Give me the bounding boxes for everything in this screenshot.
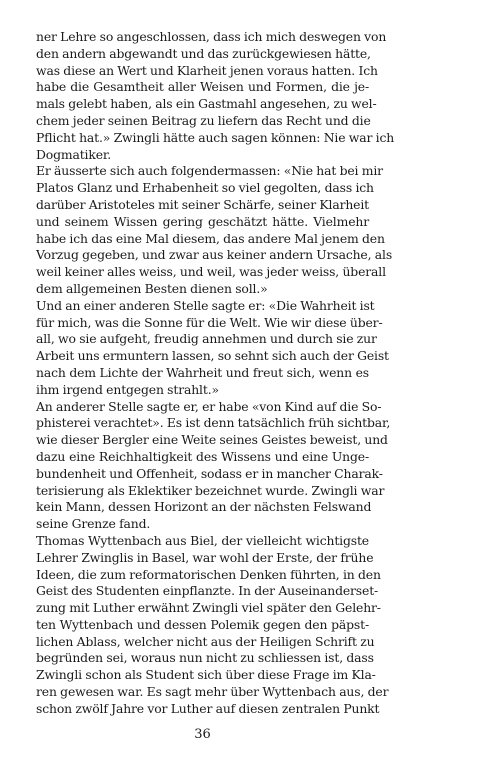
text-line: nach dem Lichte der Wahrheit und freut sich, wenn es <box>36 364 369 380</box>
text-line: Er äusserte sich auch folgendermassen: «Nie hat bei mir <box>36 163 383 179</box>
page-number: 36 <box>194 727 211 742</box>
text-line: seine Grenze fand. <box>36 516 151 532</box>
text-line: ten Wyttenbach und dessen Polemik gegen den päpst- <box>36 616 369 632</box>
text-line: für mich, was die Sonne für die Welt. Wie wir diese über- <box>36 314 383 330</box>
text-line: bundenheit und Offenheit, sodass er in mancher Charak- <box>36 465 383 481</box>
text-line: chem jeder seinen Beitrag zu liefern das Recht und die <box>36 112 371 128</box>
text-line: zung mit Luther erwähnt Zwingli viel später den Gelehr- <box>36 600 381 616</box>
text-line: Arbeit uns ermuntern lassen, so sehnt sich auch der Geist <box>36 348 389 364</box>
text-line: all, wo sie aufgeht, freudig annehmen und durch sie zur <box>36 331 377 347</box>
text-line: mals gelebt haben, als ein Gastmahl angesehen, zu wel- <box>36 96 377 112</box>
text-line: habe ich das eine Mal diesem, das andere Mal jenem den <box>36 230 385 246</box>
text-line: wie dieser Bergler eine Weite seines Geistes beweist, und <box>36 432 388 448</box>
text-line: was diese an Wert und Klarheit jenen voraus hatten. Ich <box>36 62 378 78</box>
text-line: Zwingli schon als Student sich über diese Frage im Kla- <box>36 667 376 683</box>
text-line: kein Mann, dessen Horizont an der nächsten Felswand <box>36 499 372 515</box>
text-line: Geist des Studenten einpflanzte. In der Auseinanderset- <box>36 583 379 599</box>
text-line: phisterei verachtet». Es ist denn tatsächlich früh sichtbar, <box>36 415 391 431</box>
text-line: ner Lehre so angeschlossen, dass ich mich deswegen von <box>36 29 387 44</box>
text-line: dem allgemeinen Besten dienen soll.» <box>36 280 268 296</box>
text-line: Dogmatiker. <box>36 146 112 162</box>
text-line: Platos Glanz und Erhabenheit so viel gegolten, dass ich <box>36 180 374 196</box>
text-line: Lehrer Zwinglis in Basel, war wohl der Erste, der frühe <box>36 549 374 565</box>
text-line: Ideen, die zum reformatorischen Denken führten, in den <box>36 566 381 582</box>
text-line: Thomas Wyttenbach aus Biel, der vielleicht wichtigste <box>36 532 369 548</box>
text-line: weil keiner alles weiss, und weil, was jeder weiss, überall <box>36 264 386 280</box>
text-line: darüber Aristoteles mit seiner Schärfe, seiner Klarheit <box>36 196 369 212</box>
text-line: lichen Ablass, welcher nicht aus der Heiligen Schrift zu <box>36 633 375 649</box>
text-line: habe die Gesamtheit aller Weisen und Formen, die je- <box>36 79 369 95</box>
text-line: begründen sei, woraus nun nicht zu schliessen ist, dass <box>36 650 374 666</box>
text-line: schon zwölf Jahre vor Luther auf diesen zentralen Punkt <box>36 700 380 716</box>
text-line: An anderer Stelle sagte er, er habe «von Kind auf die So- <box>36 398 382 414</box>
page-body <box>36 29 395 718</box>
text-line: und seinem Wissen gering geschätzt hätte. Vielmehr <box>36 213 369 229</box>
text-line: dazu eine Reichhaltigkeit des Wissens und eine Unge- <box>36 448 369 464</box>
text-line: ren gewesen war. Es sagt mehr über Wyttenbach aus, der <box>36 684 389 700</box>
text-line: Vorzug gegeben, und zwar aus keiner andern Ursache, als <box>36 247 393 263</box>
text-line: terisierung als Eklektiker bezeichnet wurde. Zwingli war <box>36 482 385 498</box>
text-line: Pflicht hat.» Zwingli hätte auch sagen können: Nie war ich <box>36 129 395 145</box>
text-line: ihm irgend entgegen strahlt.» <box>36 381 219 397</box>
text-line: den andern abgewandt und das zurückgewiesen hätte, <box>36 45 371 61</box>
text-line: Und an einer anderen Stelle sagte er: «Die Wahrheit ist <box>36 297 375 313</box>
